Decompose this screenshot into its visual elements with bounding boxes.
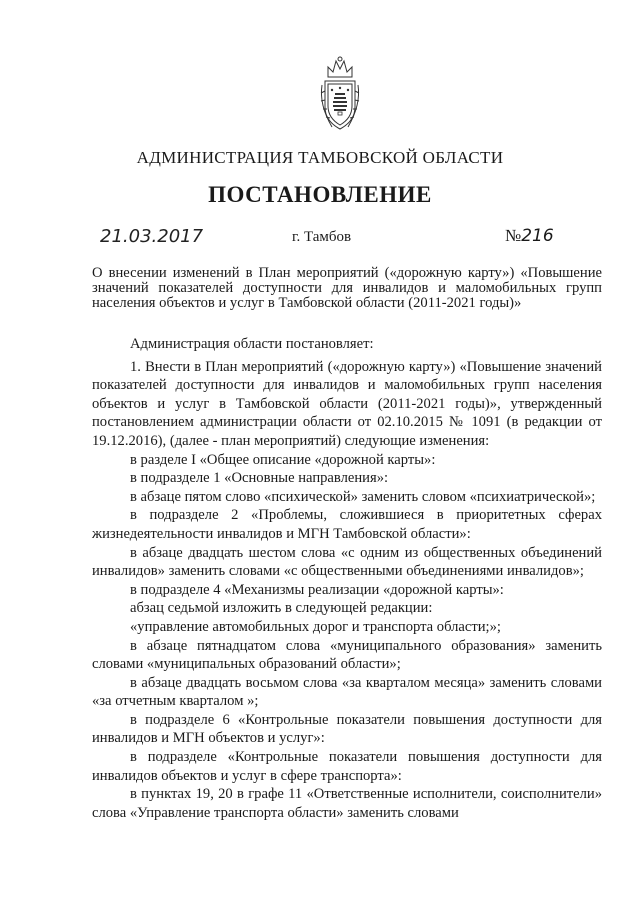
number-prefix: № <box>505 226 522 245</box>
number-value: 216 <box>521 226 554 246</box>
body-paragraph: в абзаце двадцать восьмом слова «за кварталом месяца» заменить словами «за отчетным кварталом »; <box>92 674 602 710</box>
body-paragraph: 1. Внести в План мероприятий («дорожную карту») «Повышение значений показателей доступности для инвалидов и маломобильных групп населения объектов и услуг в Тамбовской области (2011-2021 годы)», утвержденный постановлением администрации области от 02.10.2015 № 1091 (в редакции от 19.12.2016), (далее - план мероприятий) следующие изменения: <box>92 358 602 449</box>
body-paragraph: в разделе I «Общее описание «дорожной карты»: <box>130 451 436 468</box>
document-body <box>92 335 602 822</box>
organization-name: АДМИНИСТРАЦИЯ ТАМБОВСКОЙ ОБЛАСТИ <box>136 148 504 167</box>
body-paragraph: «управление автомобильных дорог и транспорта области;»; <box>130 618 501 635</box>
document-city: г. Тамбов <box>292 229 352 245</box>
coat-of-arms-icon <box>318 55 362 135</box>
body-paragraph: в абзаце двадцать шестом слова «с одним из общественных объединений инвалидов» заменить словами «с общественными объединениями инвалидов»; <box>92 544 602 580</box>
body-paragraph: в пунктах 19, 20 в графе 11 «Ответственные исполнители, соисполнители» слова «Управление транспорта области» заменить словами <box>92 786 602 821</box>
body-paragraph: в подразделе 4 «Механизмы реализации «дорожной карты»: <box>130 581 504 598</box>
body-paragraph: в абзаце пятнадцатом слова «муниципального образования» заменить словами «муниципальных образований области»; <box>92 637 602 673</box>
body-paragraph: в подразделе «Контрольные показатели повышения доступности для инвалидов объектов и услуг в сфере транспорта»: <box>92 749 602 784</box>
body-paragraph: в абзаце пятом слово «психической» заменить словом «психиатрической»; <box>130 488 596 505</box>
document-number <box>505 226 554 246</box>
body-paragraph: в подразделе 6 «Контрольные показатели повышения доступности для инвалидов и МГН объектов и услуг»: <box>92 711 602 747</box>
body-paragraph: в подразделе 2 «Проблемы, сложившиеся в приоритетных сферах жизнедеятельности инвалидов и МГН Тамбовской области»: <box>92 507 602 542</box>
body-paragraph: в подразделе 1 «Основные направления»: <box>130 470 389 487</box>
body-paragraph: абзац седьмой изложить в следующей редакции: <box>130 600 433 617</box>
document-type: ПОСТАНОВЛЕНИЕ <box>208 182 432 207</box>
body-paragraph: Администрация области постановляет: <box>130 336 374 352</box>
document-date: 21.03.2017 <box>100 226 204 247</box>
document-subject: О внесении изменений в План мероприятий («дорожную карту») «Повышение значений показателей доступности для инвалидов и маломобильных групп населения объектов и услуг в Тамбовской области (2011-2021 годы)» <box>92 265 602 311</box>
